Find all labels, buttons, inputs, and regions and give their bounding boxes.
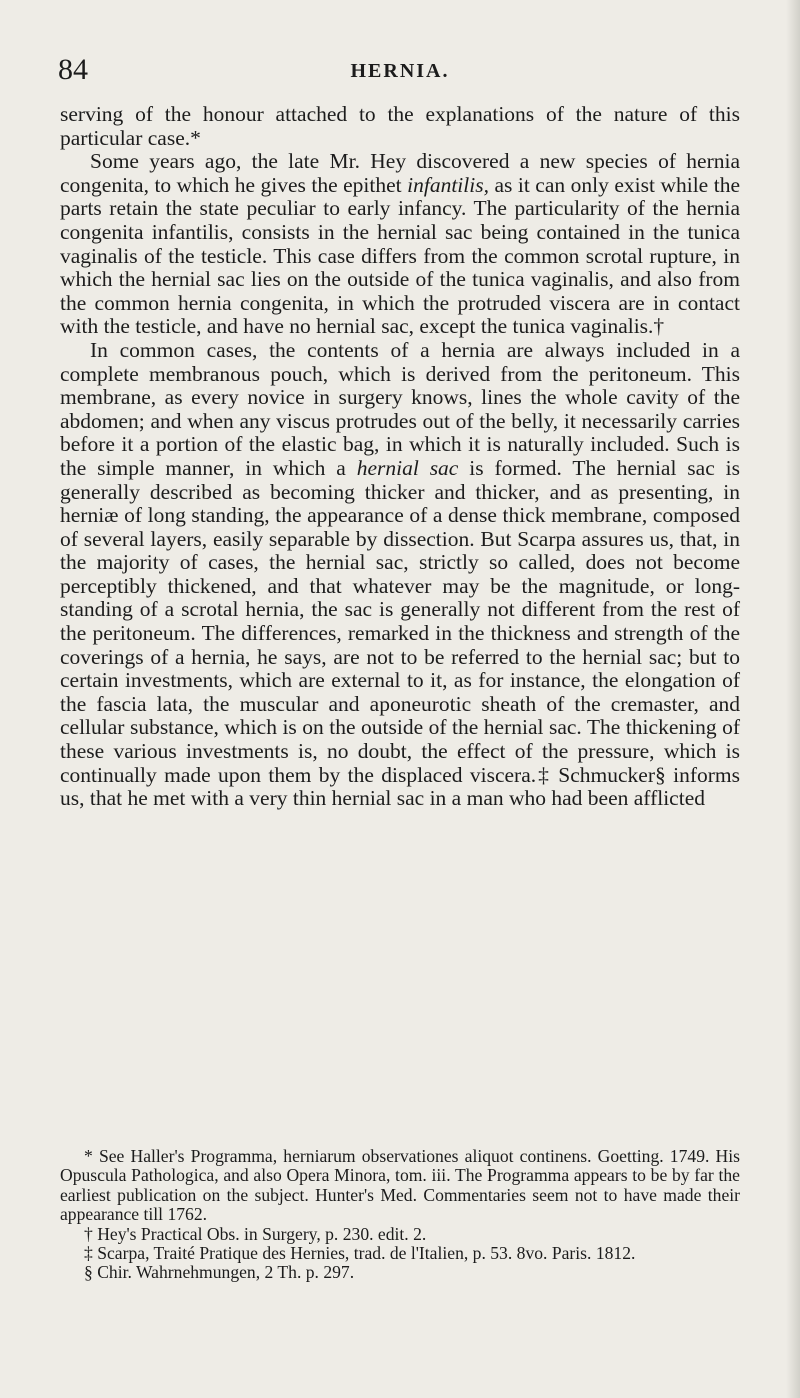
paragraph-3-text-b: is formed. The hernial sac is generally described as becoming thicker and thicker, and as presenting, in herniæ of long standing, the appearance of a dense thick membrane, composed of several layers, easily separable by dissection. But Scarpa assures us, that, in the majority of cases, the hernial sac, strictly so called, does not become perceptibly thickened, and that whatever may be the magnitude, or long-standing of a scrotal hernia, the sac is generally not different from the rest of the peritoneum. The differences, remarked in the thickness and strength of the coverings of a hernia, he says, are not to be referred to the hernial sac; but to certain investments, which are external to it, as for instance, the elongation of the fascia lata, the muscular and aponeurotic sheath of the cremaster, and cellular substance, which is on the outside of the hernial sac. The thickening of these various investments is, no doubt, the effect of the pressure, which is continually made upon them by the displaced viscera.‡ Schmucker§ informs us, that he met with a very thin hernial sac in a man who had been afflicted bbox=[60, 455, 740, 811]
footnote: † Hey's Practical Obs. in Surgery, p. 230. edit. 2. bbox=[84, 1223, 427, 1244]
page-binding-shadow bbox=[786, 0, 800, 1398]
body-text bbox=[60, 103, 740, 811]
paragraph-2 bbox=[60, 150, 740, 339]
paragraph-3 bbox=[60, 339, 740, 811]
italic-term-hernial-sac: hernial sac bbox=[356, 455, 459, 480]
paragraph-2-text-a: Some years ago, the late Mr. Hey discovered a new species of hernia congenita, to which he gives the epithet bbox=[60, 149, 740, 197]
page-number: 84 bbox=[58, 53, 88, 86]
page-header bbox=[58, 52, 742, 88]
italic-term-infantilis: infantilis, bbox=[407, 172, 489, 197]
paragraph-3-text-a: In common cases, the contents of a hernia are always included in a complete membranous pouch, which is derived from the peritoneum. This membrane, as every novice in surgery knows, lines the whole cavity of the abdomen; and when any viscus protrudes out of the belly, it necessarily carries before it a portion of the elastic bag, in which it is naturally included. Such is the simple manner, in which a bbox=[60, 337, 740, 480]
footnote: § Chir. Wahrnehmungen, 2 Th. p. 297. bbox=[84, 1262, 355, 1283]
paragraph-1: serving of the honour attached to the explanations of the nature of this particular case.* bbox=[60, 102, 740, 150]
footnote: * See Haller's Programma, herniarum observationes aliquot continens. Goetting. 1749. His Opuscula Pathologica, and also Opera Minora, tom. iii. The Programma appears to be by far the earliest publication on the subject. Hunter's Med. Commentaries seem not to have made their appearance till 1762. bbox=[60, 1146, 740, 1225]
footnote: ‡ Scarpa, Traité Pratique des Hernies, trad. de l'Italien, p. 53. 8vo. Paris. 1812. bbox=[84, 1243, 636, 1264]
running-head: HERNIA. bbox=[350, 60, 450, 82]
footnotes bbox=[60, 1147, 740, 1283]
paragraph-2-text-b: as it can only exist while the parts retain the state peculiar to early infancy. The particularity of the hernia congenita infantilis, consists in the hernial sac being contained in the tunica vaginalis of the testicle. This case differs from the common scrotal rupture, in which the hernial sac lies on the outside of the tunica vaginalis, and also from the common hernia congenita, in which the protruded viscera are in contact with the testicle, and have no hernial sac, except the tunica vaginalis.† bbox=[60, 172, 740, 339]
